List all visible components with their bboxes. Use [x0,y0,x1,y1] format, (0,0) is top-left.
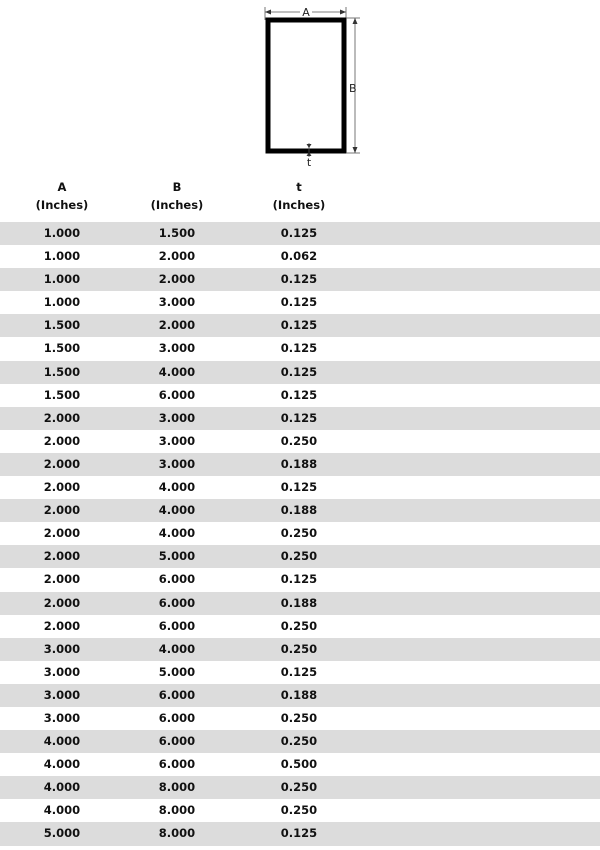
table-row [0,453,600,476]
cell-a: 3.000 [43,641,81,656]
arrowhead [353,18,358,24]
cell-t: 0.125 [280,387,318,402]
table-row [0,430,600,453]
cell-a: 2.000 [43,456,81,471]
cell-b: 2.000 [158,318,196,333]
cell-a: 1.500 [43,364,81,379]
cell-t: 0.250 [280,803,318,818]
table-row [0,337,600,360]
cell-b: 3.000 [158,433,196,448]
cell-b: 5.000 [158,664,196,679]
cell-t: 0.125 [280,826,318,841]
cell-t: 0.062 [280,249,318,264]
cell-t: 0.125 [280,364,318,379]
cell-t: 0.250 [280,433,318,448]
cell-b: 2.000 [158,249,196,264]
cell-a: 2.000 [43,480,81,495]
cell-t: 0.250 [280,526,318,541]
table-row [0,615,600,638]
cell-b: 5.000 [158,549,196,564]
cell-a: 3.000 [43,710,81,725]
table-row [0,268,600,291]
table-row [0,799,600,822]
cell-a: 2.000 [43,572,81,587]
cell-b: 3.000 [158,456,196,471]
cell-a: 1.000 [43,272,81,287]
tube-outline [268,20,344,151]
cell-a: 1.000 [43,249,81,264]
table-row [0,522,600,545]
cell-a: 2.000 [43,618,81,633]
cell-t: 0.250 [280,780,318,795]
cell-a: 5.000 [43,826,81,841]
cell-t: 0.250 [280,734,318,749]
cell-b: 3.000 [158,295,196,310]
cell-a: 3.000 [43,664,81,679]
cell-b: 4.000 [158,503,196,518]
table-row [0,684,600,707]
header-a [7,178,117,214]
cell-t: 0.125 [280,480,318,495]
table-row [0,314,600,337]
table-row [0,361,600,384]
cell-a: 1.500 [43,341,81,356]
cell-b: 4.000 [158,364,196,379]
arrowhead [307,144,312,148]
cell-t: 0.125 [280,226,318,240]
cell-b: 3.000 [158,410,196,425]
cell-a: 2.000 [43,410,81,425]
cell-b: 6.000 [158,387,196,402]
table-body [0,222,600,846]
table-row [0,707,600,730]
cell-b: 8.000 [158,826,196,841]
table-row [0,753,600,776]
table-row [0,499,600,522]
cell-b: 4.000 [158,526,196,541]
cell-t: 0.125 [280,664,318,679]
table-row [0,661,600,684]
cell-b: 6.000 [158,757,196,772]
cell-a: 3.000 [43,687,81,702]
cell-b: 3.000 [158,341,196,356]
header-t-symbol: t [296,180,302,194]
cell-b: 6.000 [158,734,196,749]
cell-b: 6.000 [158,687,196,702]
cell-b: 8.000 [158,803,196,818]
cell-t: 0.125 [280,572,318,587]
cell-t: 0.250 [280,549,318,564]
table-row [0,638,600,661]
cell-a: 1.500 [43,387,81,402]
table-row [0,822,600,845]
table-row [0,776,600,799]
cell-t: 0.125 [280,272,318,287]
dimension-label-t: t [306,156,312,169]
table-row [0,291,600,314]
table-row [0,384,600,407]
cell-b: 6.000 [158,618,196,633]
arrowhead [265,10,271,15]
cell-t: 0.500 [280,757,318,772]
cell-t: 0.188 [280,595,318,610]
cell-b: 6.000 [158,572,196,587]
cell-a: 2.000 [43,433,81,448]
cell-a: 4.000 [43,803,81,818]
tube-cross-section-svg [0,0,600,170]
cell-a: 4.000 [43,780,81,795]
arrowhead [353,147,358,153]
cell-a: 2.000 [43,595,81,610]
header-a-unit: (Inches) [35,198,89,212]
cell-a: 2.000 [43,503,81,518]
cell-t: 0.250 [280,618,318,633]
cell-b: 4.000 [158,480,196,495]
dimension-label-b: B [349,82,357,95]
table-row [0,592,600,615]
cell-t: 0.125 [280,410,318,425]
header-b-symbol: B [172,180,182,194]
header-b-unit: (Inches) [150,198,204,212]
cell-a: 2.000 [43,526,81,541]
cell-t: 0.188 [280,687,318,702]
table-row [0,222,600,245]
cell-b: 1.500 [158,226,196,240]
cell-b: 2.000 [158,272,196,287]
table-row [0,245,600,268]
header-t [244,178,354,214]
cell-b: 8.000 [158,780,196,795]
cell-t: 0.125 [280,318,318,333]
cell-a: 4.000 [43,757,81,772]
cell-t: 0.250 [280,710,318,725]
table-row [0,476,600,499]
table-row [0,568,600,591]
header-b [122,178,232,214]
cell-b: 6.000 [158,710,196,725]
table-row [0,407,600,430]
cell-t: 0.125 [280,295,318,310]
table-header [0,178,600,218]
cell-t: 0.188 [280,503,318,518]
cell-b: 4.000 [158,641,196,656]
cell-t: 0.250 [280,641,318,656]
rectangular-tube-diagram [0,0,600,170]
table-row [0,545,600,568]
table-row [0,730,600,753]
cell-t: 0.125 [280,341,318,356]
arrowhead [340,10,346,15]
header-a-symbol: A [57,180,67,194]
cell-b: 6.000 [158,595,196,610]
cell-a: 1.500 [43,318,81,333]
cell-t: 0.188 [280,456,318,471]
cell-a: 2.000 [43,549,81,564]
cell-a: 1.000 [43,226,81,240]
cell-a: 1.000 [43,295,81,310]
header-t-unit: (Inches) [272,198,326,212]
dimension-label-a: A [302,6,310,19]
cell-a: 4.000 [43,734,81,749]
